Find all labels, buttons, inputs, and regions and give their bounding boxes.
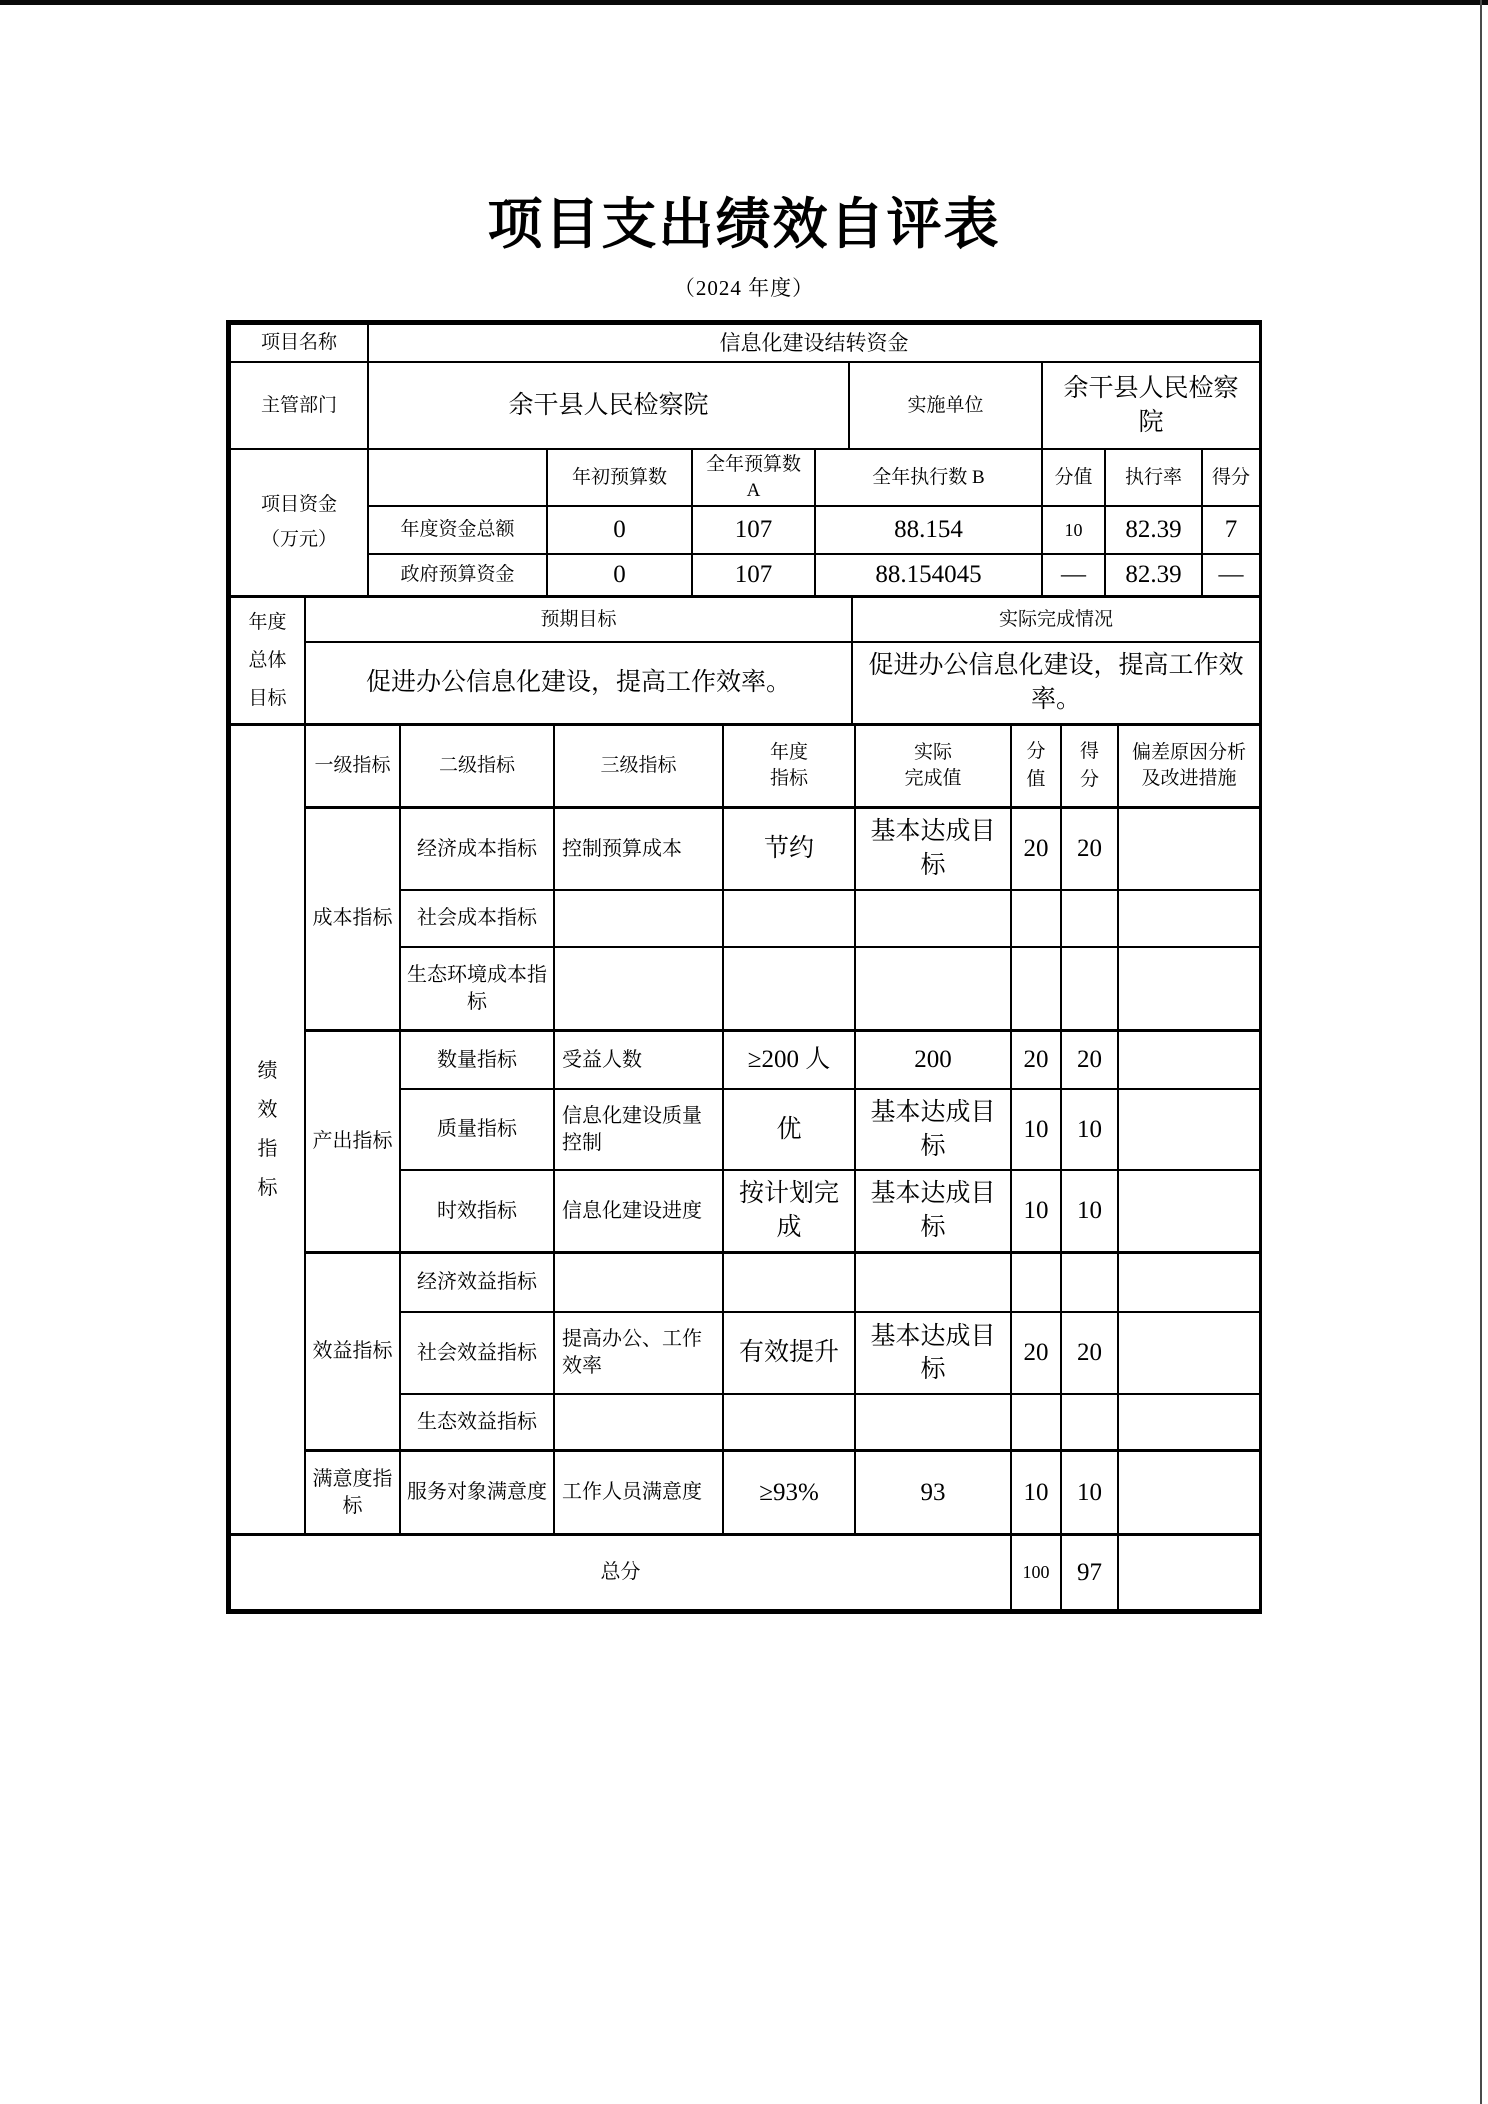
- cell-level3: 受益人数: [554, 1030, 723, 1089]
- actual-completion-header: 实际完成情况: [852, 597, 1260, 642]
- funds-total-initial: 0: [547, 506, 692, 554]
- funds-section-label: 项目资金（万元）: [230, 449, 368, 596]
- cell-actual-value: 基本达成目标: [855, 1089, 1011, 1170]
- funds-row-total: [230, 506, 1260, 554]
- cell-deviation: [1118, 1312, 1260, 1394]
- funds-row-gov-label: 政府预算资金: [368, 554, 547, 596]
- funds-col-initial: 年初预算数: [547, 449, 692, 506]
- header-score-value: 分值: [1011, 724, 1061, 807]
- cell-score: [1061, 1394, 1118, 1450]
- cell-deviation: [1118, 1450, 1260, 1534]
- page-title: 项目支出绩效自评表: [487, 194, 1001, 255]
- total-score: 97: [1061, 1535, 1118, 1610]
- cell-level3: 信息化建设质量控制: [554, 1089, 723, 1170]
- funds-total-executed: 88.154: [815, 506, 1042, 554]
- cell-score: [1061, 890, 1118, 947]
- cell-actual-value: [855, 890, 1011, 947]
- cell-level3: 提高办公、工作效率: [554, 1312, 723, 1394]
- cell-score: [1061, 1252, 1118, 1312]
- project-name-section: [229, 323, 1261, 363]
- cell-level2: 服务对象满意度: [400, 1450, 554, 1534]
- cell-annual-target: 优: [723, 1089, 855, 1170]
- funds-gov-executed: 88.154045: [815, 554, 1042, 596]
- cell-actual-value: 200: [855, 1030, 1011, 1089]
- cell-level3: [554, 1394, 723, 1450]
- cell-score: 20: [1061, 1030, 1118, 1089]
- project-name-value: 信息化建设结转资金: [368, 324, 1260, 362]
- cell-annual-target: 节约: [723, 807, 855, 890]
- cell-level3: 工作人员满意度: [554, 1450, 723, 1534]
- expected-goal-header: 预期目标: [305, 597, 852, 642]
- cell-score: 20: [1061, 1312, 1118, 1394]
- funds-gov-score: —: [1202, 554, 1260, 596]
- funds-col-rate: 执行率: [1105, 449, 1202, 506]
- cell-level3: [554, 1252, 723, 1312]
- cell-annual-target: [723, 1394, 855, 1450]
- cell-level3: [554, 890, 723, 947]
- funds-gov-budget: 107: [692, 554, 815, 596]
- funds-row-total-label: 年度资金总额: [368, 506, 547, 554]
- expected-goal-text: 促进办公信息化建设，提高工作效率。: [305, 642, 852, 724]
- funds-col-score: 得分: [1202, 449, 1260, 506]
- cell-level2: 生态效益指标: [400, 1394, 554, 1450]
- header-deviation: 偏差原因分析 及改进措施: [1118, 724, 1260, 807]
- cell-score-value: [1011, 1394, 1061, 1450]
- cell-annual-target: 有效提升: [723, 1312, 855, 1394]
- funds-row-gov: [230, 554, 1260, 596]
- cell-level3: 信息化建设进度: [554, 1170, 723, 1252]
- cell-score: 20: [1061, 807, 1118, 890]
- cell-deviation: [1118, 947, 1260, 1030]
- cell-score-value: [1011, 1252, 1061, 1312]
- annual-goal-label: 年度总体目标: [230, 597, 305, 724]
- row-economic-benefit: [230, 1252, 1260, 1312]
- cell-level2: 社会成本指标: [400, 890, 554, 947]
- header-score: 得分: [1061, 724, 1118, 807]
- funds-col-budget: 全年预算数 A: [692, 449, 815, 506]
- cell-level2: 经济成本指标: [400, 807, 554, 890]
- cell-annual-target: ≥200 人: [723, 1030, 855, 1089]
- annual-goal-section: [229, 595, 1261, 725]
- group-satisfaction-label: 满意度指标: [305, 1450, 400, 1534]
- cell-score: 10: [1061, 1089, 1118, 1170]
- row-economic-cost: [230, 807, 1260, 890]
- cell-score-value: [1011, 890, 1061, 947]
- cell-level2: 质量指标: [400, 1089, 554, 1170]
- header-annual-target: 年度 指标: [723, 724, 855, 807]
- project-name-label: 项目名称: [230, 324, 368, 362]
- cell-level2: 时效指标: [400, 1170, 554, 1252]
- cell-actual-value: [855, 1252, 1011, 1312]
- cell-score-value: 10: [1011, 1170, 1061, 1252]
- funds-col-executed: 全年执行数 B: [815, 449, 1042, 506]
- funds-total-score-value: 10: [1042, 506, 1105, 554]
- indicators-section-label: 绩效指标: [230, 724, 305, 1534]
- total-deviation-cell: [1118, 1535, 1260, 1610]
- cell-actual-value: 基本达成目标: [855, 1312, 1011, 1394]
- cell-level3: [554, 947, 723, 1030]
- cell-score: 10: [1061, 1170, 1118, 1252]
- cell-deviation: [1118, 1030, 1260, 1089]
- cell-annual-target: [723, 947, 855, 1030]
- indicators-section: [229, 723, 1261, 1536]
- cell-score-value: 10: [1011, 1450, 1061, 1534]
- group-benefit-label: 效益指标: [305, 1252, 400, 1450]
- header-level1: 一级指标: [305, 724, 400, 807]
- funds-total-score: 7: [1202, 506, 1260, 554]
- cell-deviation: [1118, 807, 1260, 890]
- impl-unit-value: 余干县人民检察院: [1042, 362, 1260, 449]
- cell-annual-target: ≥93%: [723, 1450, 855, 1534]
- cell-annual-target: [723, 890, 855, 947]
- row-satisfaction: [230, 1450, 1260, 1534]
- cell-score-value: [1011, 947, 1061, 1030]
- cell-actual-value: [855, 1394, 1011, 1450]
- department-section: [229, 361, 1261, 450]
- cell-score-value: 20: [1011, 807, 1061, 890]
- cell-level2: 经济效益指标: [400, 1252, 554, 1312]
- header-actual-value: 实际 完成值: [855, 724, 1011, 807]
- dept-value: 余干县人民检察院: [368, 362, 849, 449]
- funds-blank-cell: [368, 449, 547, 506]
- cell-actual-value: 93: [855, 1450, 1011, 1534]
- funds-gov-initial: 0: [547, 554, 692, 596]
- group-output-label: 产出指标: [305, 1030, 400, 1252]
- cell-score-value: 10: [1011, 1089, 1061, 1170]
- cell-score: [1061, 947, 1118, 1030]
- funds-total-budget: 107: [692, 506, 815, 554]
- cell-deviation: [1118, 1170, 1260, 1252]
- cell-level2: 社会效益指标: [400, 1312, 554, 1394]
- cell-annual-target: [723, 1252, 855, 1312]
- cell-actual-value: [855, 947, 1011, 1030]
- cell-deviation: [1118, 1394, 1260, 1450]
- cell-level2: 数量指标: [400, 1030, 554, 1089]
- funds-col-score-value: 分值: [1042, 449, 1105, 506]
- cell-score-value: 20: [1011, 1030, 1061, 1089]
- cell-actual-value: 基本达成目标: [855, 807, 1011, 890]
- cell-actual-value: 基本达成目标: [855, 1170, 1011, 1252]
- cell-deviation: [1118, 890, 1260, 947]
- funds-section: [229, 448, 1261, 597]
- cell-score: 10: [1061, 1450, 1118, 1534]
- header-level3: 三级指标: [554, 724, 723, 807]
- scan-right-edge-line: [1480, 0, 1482, 2104]
- funds-gov-score-value: —: [1042, 554, 1105, 596]
- scan-top-edge: [0, 0, 1488, 5]
- cell-level3: 控制预算成本: [554, 807, 723, 890]
- cell-annual-target: 按计划完成: [723, 1170, 855, 1252]
- cell-deviation: [1118, 1089, 1260, 1170]
- actual-completion-text: 促进办公信息化建设，提高工作效率。: [852, 642, 1260, 724]
- total-score-value: 100: [1011, 1535, 1061, 1610]
- total-score-section: [229, 1533, 1261, 1611]
- impl-unit-label: 实施单位: [849, 362, 1042, 449]
- row-quantity: [230, 1030, 1260, 1089]
- total-score-label: 总分: [230, 1535, 1011, 1610]
- page-subtitle: （2024 年度）: [673, 276, 815, 300]
- cell-score-value: 20: [1011, 1312, 1061, 1394]
- header-level2: 二级指标: [400, 724, 554, 807]
- cell-deviation: [1118, 1252, 1260, 1312]
- cell-level2: 生态环境成本指标: [400, 947, 554, 1030]
- funds-total-rate: 82.39: [1105, 506, 1202, 554]
- indicators-header-row: [230, 724, 1260, 807]
- group-cost-label: 成本指标: [305, 807, 400, 1030]
- funds-gov-rate: 82.39: [1105, 554, 1202, 596]
- dept-label: 主管部门: [230, 362, 368, 449]
- self-evaluation-table: [226, 320, 1262, 1614]
